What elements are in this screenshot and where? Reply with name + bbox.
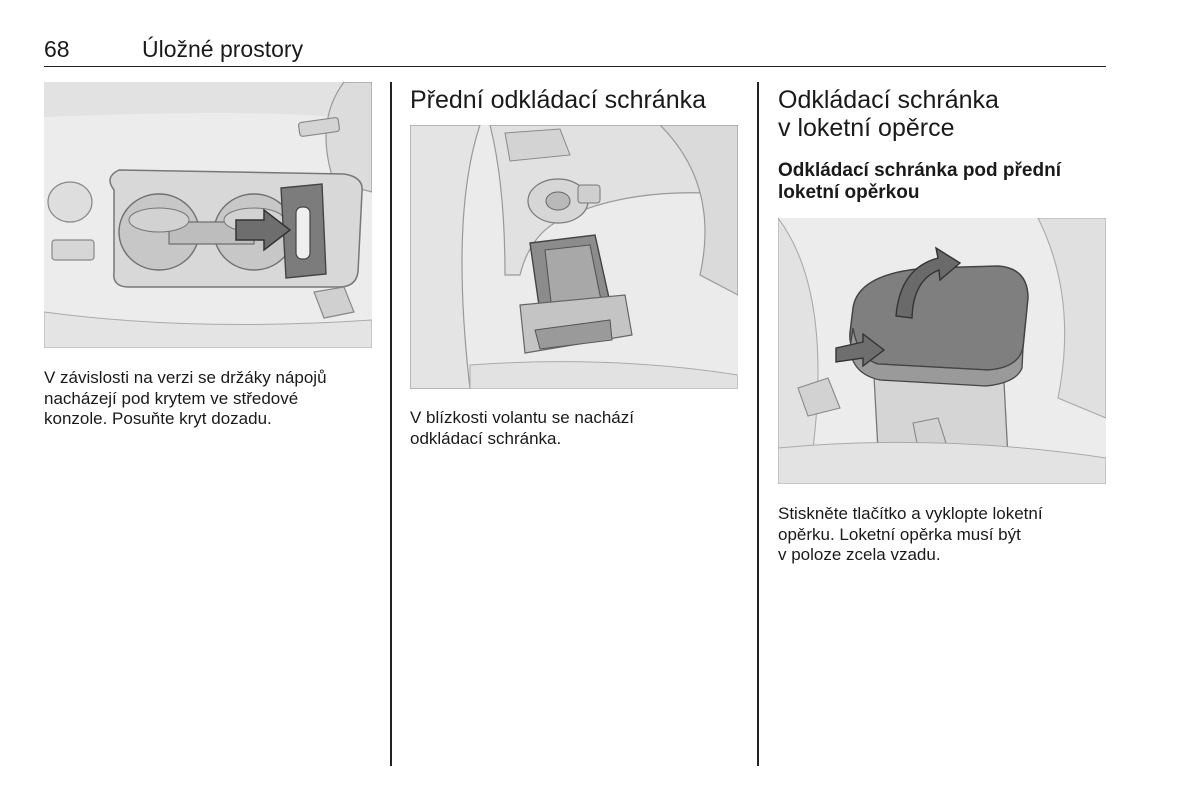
front-compartment-description [410, 408, 750, 449]
heading-line: v loketní opěrce [778, 114, 955, 142]
column-divider-right [757, 82, 759, 766]
cup-holder-description [44, 368, 384, 430]
text-line: konzole. Posuňte kryt dozadu. [44, 409, 272, 428]
subheading-line: loketní opěrkou [778, 182, 920, 203]
page-number: 68 [44, 36, 70, 62]
text-line: odkládací schránka. [410, 428, 562, 448]
page-header [44, 36, 1106, 67]
armrest-illustration [778, 218, 1106, 484]
front-compartment-illustration [410, 125, 738, 389]
text-line: nacházejí pod krytem ve středové [44, 388, 299, 408]
text-line: V závislosti na verzi se držáky nápojů [44, 368, 327, 387]
text-line: V blízkosti volantu se nachází [410, 408, 634, 427]
text-line: Stiskněte tlačítko a vyklopte loketní [778, 504, 1043, 523]
column-divider-left [390, 82, 392, 766]
section-heading-front-compartment: Přední odkládací schránka [410, 86, 707, 114]
armrest-description [778, 504, 1108, 566]
text-line: v poloze zcela vzadu. [778, 545, 941, 564]
heading-line: Odkládací schránka [778, 86, 999, 114]
text-line: opěrku. Loketní opěrka musí být [778, 524, 1021, 544]
subheading-line: Odkládací schránka pod přední [778, 160, 1061, 181]
section-heading-armrest-compartment [778, 86, 1108, 142]
page-title: Úložné prostory [142, 36, 304, 62]
cup-holder-illustration [44, 82, 372, 348]
subheading-front-armrest [778, 160, 1108, 204]
